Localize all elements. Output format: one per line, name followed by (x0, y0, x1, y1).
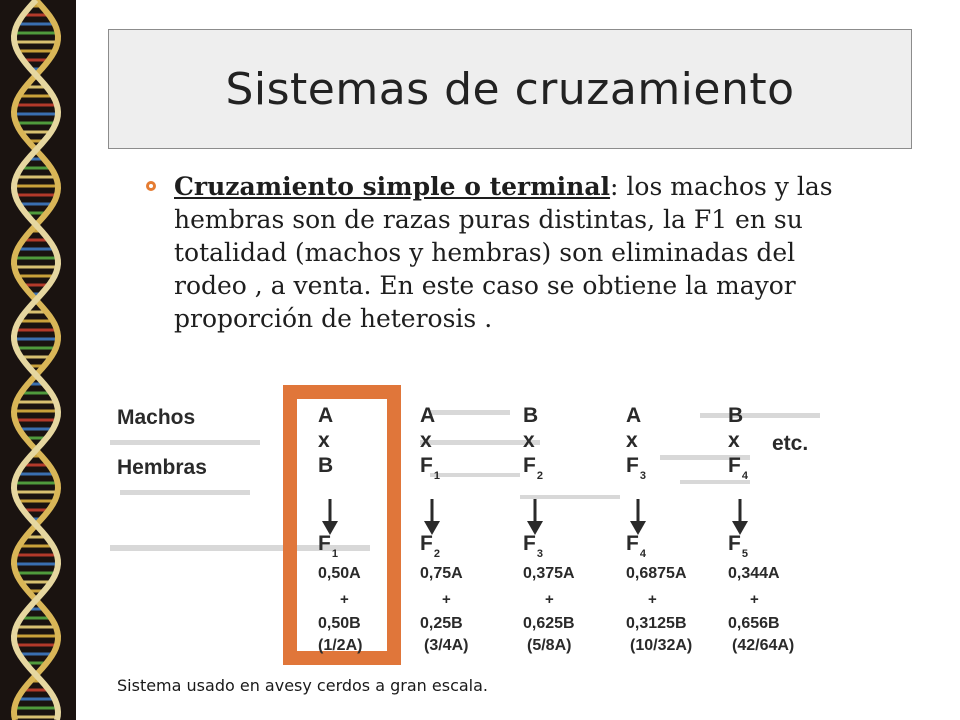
plus-value: + (340, 591, 349, 608)
cell-hembra (420, 454, 440, 481)
subscript: 5 (741, 548, 748, 560)
cell-pct-a (626, 562, 687, 586)
cell-result (728, 532, 748, 559)
pct-a-value: 0,50A (318, 565, 361, 582)
subscript: 3 (536, 548, 543, 560)
fraction-value: (5/8A) (527, 637, 572, 654)
slide-title: Sistemas de cruzamiento (225, 63, 795, 115)
cell-result (626, 532, 646, 559)
cell-hembra (626, 454, 646, 481)
plus-value: + (545, 591, 554, 608)
plus-value: + (750, 591, 759, 608)
arrow-down-icon (527, 499, 543, 535)
arrow-down-icon (322, 499, 338, 535)
cell-pct-b (523, 612, 575, 636)
cell-plus (750, 588, 759, 612)
etc-label: etc. (772, 432, 809, 455)
result-value: F (523, 532, 536, 555)
cell-macho (728, 404, 743, 428)
fraction-value: (42/64A) (732, 637, 795, 654)
hembra-value: F (420, 454, 433, 477)
cell-pct-b (728, 612, 780, 636)
cell-macho (523, 404, 538, 428)
cell-hembra (728, 454, 748, 481)
bullet-body: : los machos y las hembras son de razas puras distintas, la F1 en su totalidad (machos y hembras) son eliminadas del rodeo , a venta. En este caso se obtiene la mayor proporción de heterosis . (174, 172, 833, 333)
pct-a-value: 0,344A (728, 565, 780, 582)
x-value: x (626, 429, 638, 452)
plus-value: + (648, 591, 657, 608)
plus-value: + (442, 591, 451, 608)
cell-x (626, 429, 638, 453)
cell-plus (442, 588, 451, 612)
cell-x (728, 429, 740, 453)
macho-value: A (626, 404, 642, 427)
cell-x (420, 429, 432, 453)
result-value: F (728, 532, 741, 555)
cell-pct-a (420, 562, 463, 586)
macho-value: A (318, 404, 334, 427)
hembra-value: B (318, 454, 334, 477)
x-value: x (318, 429, 330, 452)
pct-a-value: 0,375A (523, 565, 575, 582)
cell-pct-b (420, 612, 463, 636)
cell-result (318, 532, 338, 559)
cell-fraction (318, 634, 362, 658)
pct-b-value: 0,656B (728, 615, 780, 632)
cell-plus (648, 588, 657, 612)
arrow-down-icon (630, 499, 646, 535)
subscript: 3 (639, 470, 646, 482)
pct-b-value: 0,3125B (626, 615, 687, 632)
x-value: x (728, 429, 740, 452)
cell-plus (545, 588, 554, 612)
cell-macho (318, 404, 333, 428)
pct-a-value: 0,6875A (626, 565, 687, 582)
x-value: x (523, 429, 535, 452)
subscript: 1 (331, 548, 338, 560)
subscript: 1 (433, 470, 440, 482)
cell-fraction (424, 634, 468, 658)
cell-result (523, 532, 543, 559)
cell-pct-a (728, 562, 780, 586)
caption: Sistema usado en avesy cerdos a gran escala. (117, 676, 488, 695)
subscript: 2 (433, 548, 440, 560)
cell-hembra (523, 454, 543, 481)
subscript: 4 (741, 470, 748, 482)
cell-macho (420, 404, 435, 428)
hembra-value: F (523, 454, 536, 477)
pct-b-value: 0,625B (523, 615, 575, 632)
result-value: F (318, 532, 331, 555)
arrow-down-icon (424, 499, 440, 535)
cell-hembra (318, 454, 333, 478)
cell-x (523, 429, 535, 453)
subscript: 4 (639, 548, 646, 560)
hembra-value: F (626, 454, 639, 477)
fraction-value: (1/2A) (318, 637, 363, 654)
cell-x (318, 429, 330, 453)
subscript: 2 (536, 470, 543, 482)
x-value: x (420, 429, 432, 452)
result-value: F (626, 532, 639, 555)
cell-fraction (527, 634, 571, 658)
hembra-value: F (728, 454, 741, 477)
cell-fraction (630, 634, 692, 658)
pct-b-value: 0,50B (318, 615, 361, 632)
cell-pct-a (318, 562, 361, 586)
macho-value: B (523, 404, 539, 427)
cell-fraction (732, 634, 794, 658)
cell-pct-a (523, 562, 575, 586)
macho-value: A (420, 404, 436, 427)
hembras-label: Hembras (117, 456, 207, 479)
fraction-value: (3/4A) (424, 637, 469, 654)
result-value: F (420, 532, 433, 555)
pct-a-value: 0,75A (420, 565, 463, 582)
pct-b-value: 0,25B (420, 615, 463, 632)
cell-macho (626, 404, 641, 428)
cell-pct-b (318, 612, 361, 636)
fraction-value: (10/32A) (630, 637, 693, 654)
macho-value: B (728, 404, 744, 427)
arrow-down-icon (732, 499, 748, 535)
cell-plus (340, 588, 349, 612)
machos-label: Machos (117, 406, 196, 429)
bullet-term: Cruzamiento simple o terminal (174, 172, 611, 201)
cell-pct-b (626, 612, 687, 636)
cell-result (420, 532, 440, 559)
